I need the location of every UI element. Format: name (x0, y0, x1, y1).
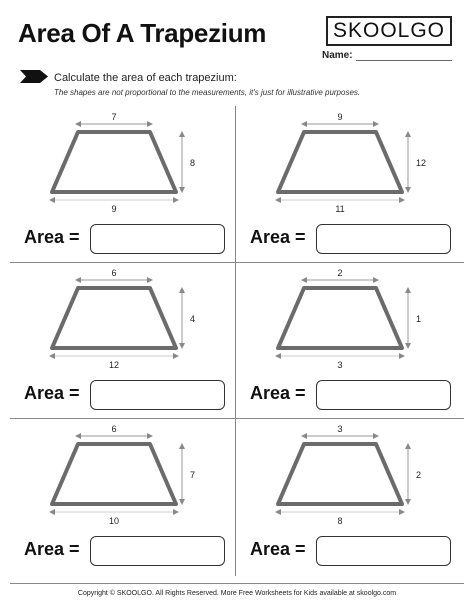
top-base-label: 2 (337, 268, 343, 278)
area-answer-box[interactable] (90, 224, 225, 254)
problem-3 (10, 264, 235, 414)
trapezium-figure (236, 420, 461, 530)
trapezium-figure (10, 264, 235, 374)
worksheet-title: Area Of A Trapezium (18, 18, 267, 48)
height-label: 12 (416, 158, 427, 168)
problem-2 (236, 108, 461, 258)
top-base-label: 6 (111, 268, 117, 278)
area-answer-box[interactable] (90, 536, 225, 566)
top-base-label: 6 (111, 424, 117, 434)
trapezium-shape (278, 132, 402, 192)
bottom-base-label: 9 (111, 204, 117, 214)
bottom-base-label: 10 (108, 516, 120, 526)
area-label: Area = (24, 227, 80, 247)
copyright-footer: Copyright © SKOOLGO. All Rights Reserved. More Free Worksheets for Kids available at skoolgo.com (77, 590, 397, 597)
area-answer-box[interactable] (316, 536, 451, 566)
trapezium-figure (10, 420, 235, 530)
area-label: Area = (250, 383, 306, 403)
area-label: Area = (250, 539, 306, 559)
footer-divider (10, 583, 464, 584)
skoolgo-logo: SKOOLGO (326, 16, 452, 46)
trapezium-figure (236, 264, 461, 374)
height-label: 4 (190, 314, 196, 324)
trapezium-shape (52, 132, 176, 192)
problem-5 (10, 420, 235, 570)
trapezium-figure (10, 108, 235, 218)
bottom-base-label: 3 (337, 360, 343, 370)
area-answer-box[interactable] (316, 224, 451, 254)
height-label: 1 (416, 314, 422, 324)
row-divider-1 (10, 262, 464, 263)
trapezium-shape (278, 288, 402, 348)
height-label: 2 (416, 470, 422, 480)
instruction-note: The shapes are not proportional to the measurements, it's just for illustrative purposes. (54, 88, 361, 97)
problem-6 (236, 420, 461, 570)
name-field-line[interactable] (356, 60, 452, 61)
problem-1 (10, 108, 235, 258)
top-base-label: 3 (337, 424, 343, 434)
row-divider-2 (10, 418, 464, 419)
top-base-label: 9 (337, 112, 343, 122)
area-answer-box[interactable] (90, 380, 225, 410)
name-label: Name: (322, 50, 353, 61)
area-label: Area = (24, 383, 80, 403)
trapezium-figure (236, 108, 461, 218)
area-label: Area = (24, 539, 80, 559)
problem-4 (236, 264, 461, 414)
height-label: 8 (190, 158, 196, 168)
top-base-label: 7 (111, 112, 117, 122)
trapezium-shape (52, 288, 176, 348)
bottom-base-label: 12 (108, 360, 120, 370)
instruction-text: Calculate the area of each trapezium: (54, 72, 237, 84)
trapezium-shape (278, 444, 402, 504)
height-label: 7 (190, 470, 196, 480)
trapezium-shape (52, 444, 176, 504)
area-label: Area = (250, 227, 306, 247)
arrow-bullet-icon (20, 70, 48, 83)
bottom-base-label: 11 (335, 204, 345, 214)
area-answer-box[interactable] (316, 380, 451, 410)
bottom-base-label: 8 (337, 516, 343, 526)
